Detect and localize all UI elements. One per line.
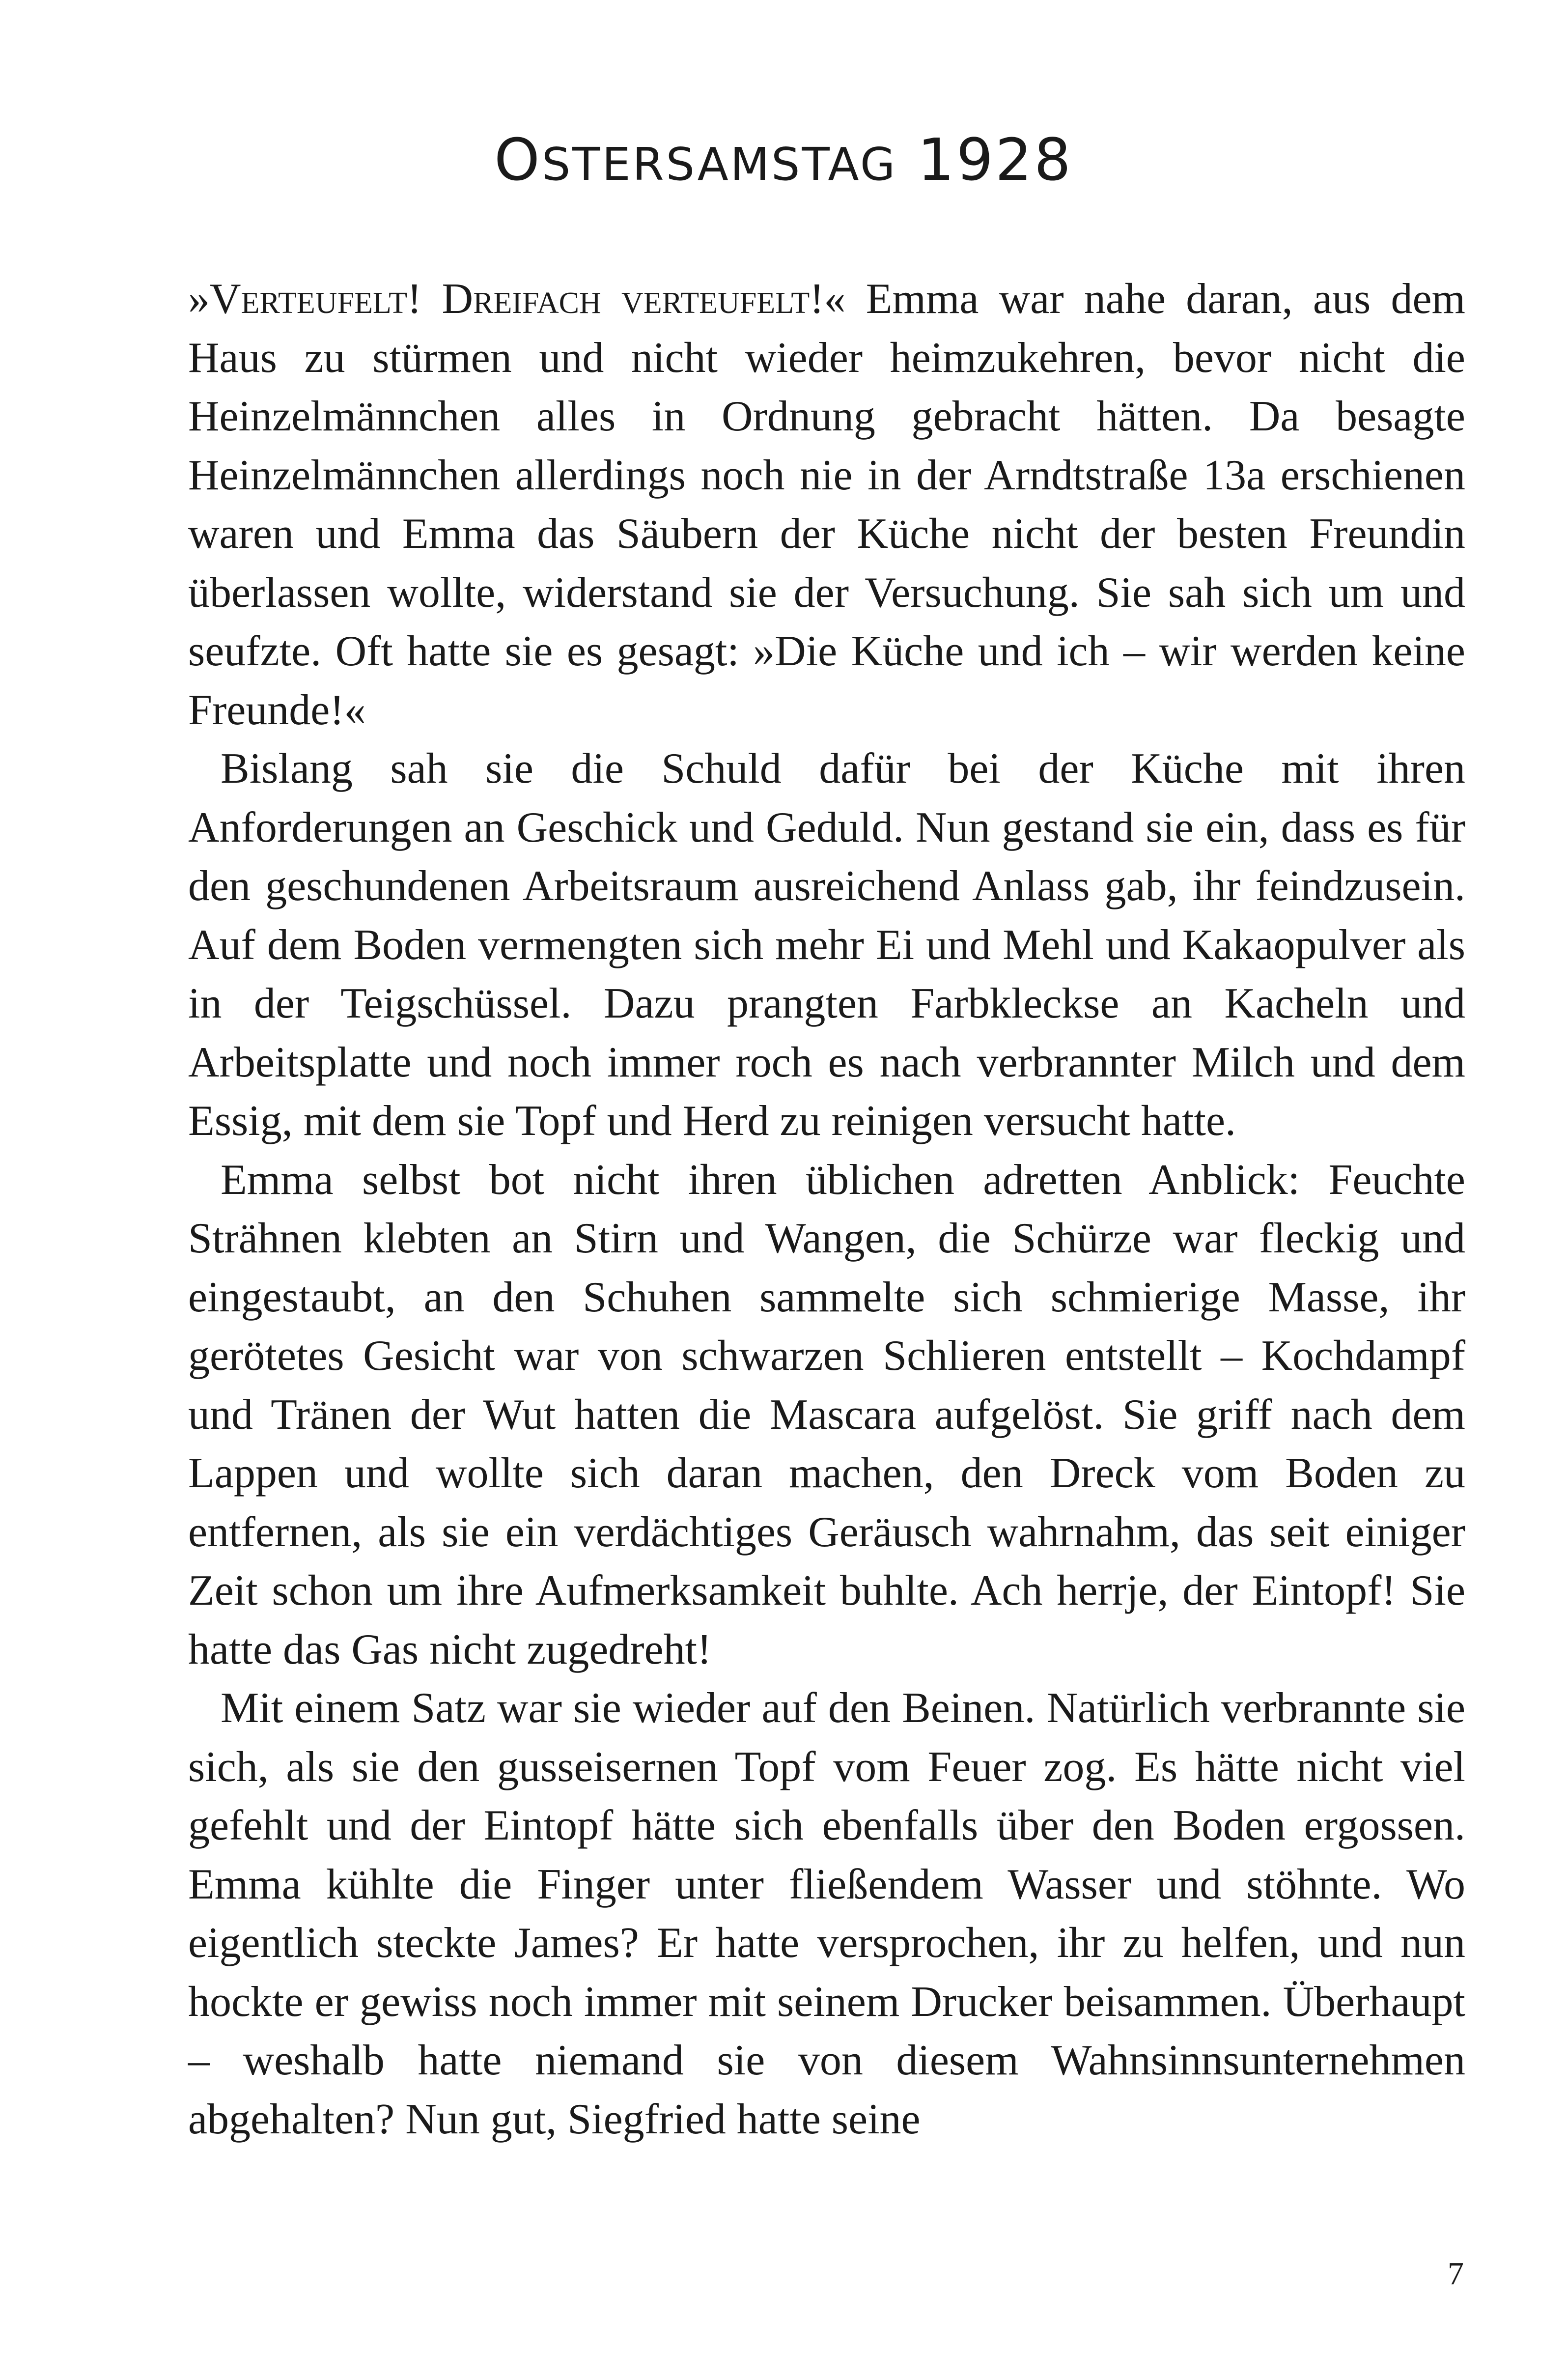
paragraph-2: Bislang sah sie die Schuld dafür bei der Küche mit ihren Anforderungen an Geschick und Geduld. Nun gestand sie ein, dass es für den geschundenen Arbeitsraum ausreichend Anlass gab, ihr feindzusein. Auf dem Boden vermengten sich mehr Ei und Mehl und Kakaopulver als in der Teigschüssel. Dazu prangten Farbkleckse an Kacheln und Arbeitsplatte und noch immer roch es nach verbrannter Milch und dem Essig, mit dem sie Topf und Herd zu reinigen versucht hatte. xyxy=(188,745,1465,1145)
chapter-title xyxy=(0,125,1567,195)
paragraph-lead-in: »Verteufelt! Dreifach verteufelt!« xyxy=(188,275,846,323)
paragraph-1 xyxy=(188,270,1465,739)
paragraph-3: Emma selbst bot nicht ihren üblichen adretten Anblick: Feuchte Strähnen klebten an Stirn und Wangen, die Schürze war fleckig und eingestaubt, an den Schuhen sammelte sich schmierige Masse, ihr gerötetes Gesicht war von schwarzen Schlieren entstellt – Kochdampf und Tränen der Wut hatten die Mascara aufgelöst. Sie griff nach dem Lappen und wollte sich daran machen, den Dreck vom Boden zu entfernen, als sie ein verdächtiges Geräusch wahrnahm, das seit einiger Zeit schon um ihre Aufmerksamkeit buhlte. Ach herrje, der Eintopf! Sie hatte das Gas nicht zugedreht! xyxy=(188,1156,1465,1673)
paragraph-1-text: Emma war nahe daran, aus dem Haus zu stürmen und nicht wieder heimzukehren, bevor nicht die Heinzelmännchen alles in Ordnung gebracht hätten. Da besagte Heinzelmännchen allerdings noch nie in der Arndtstraße 13a erschienen waren und Emma das Säubern der Küche nicht der besten Freundin überlassen wollte, widerstand sie der Versuchung. Sie sah sich um und seufzte. Oft hatte sie es gesagt: »Die Küche und ich – wir werden keine Freunde!« xyxy=(188,275,1465,734)
chapter-year: 1928 xyxy=(917,126,1073,194)
chapter-title-initial: O xyxy=(494,126,542,194)
chapter-title-rest: STERSAMSTAG xyxy=(541,138,897,191)
paragraph-4: Mit einem Satz war sie wieder auf den Beinen. Natürlich verbrannte sie sich, als sie den gusseisernen Topf vom Feuer zog. Es hätte nicht viel gefehlt und der Eintopf hätte sich ebenfalls über den Boden ergossen. Emma kühlte die Finger unter fließendem Wasser und stöhnte. Wo eigentlich steckte James? Er hatte versprochen, ihr zu helfen, und nun hockte er gewiss noch immer mit seinem Drucker beisammen. Überhaupt – weshalb hatte niemand sie von diesem Wahnsinnsunternehmen abgehalten? Nun gut, Siegfried hatte seine xyxy=(188,1684,1465,2143)
page-number: 7 xyxy=(1448,2256,1464,2292)
chapter-body xyxy=(188,270,1465,2149)
